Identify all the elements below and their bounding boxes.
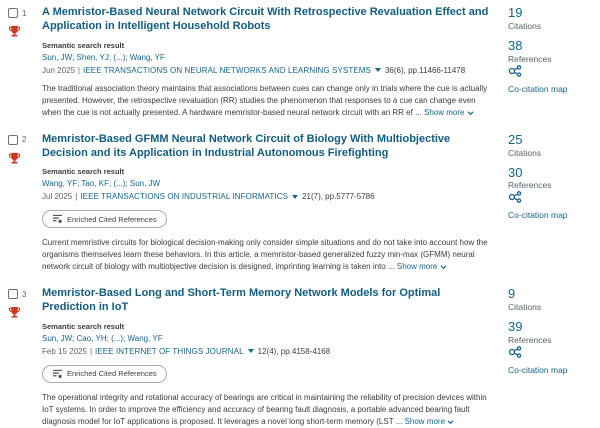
result-metrics-column (494, 286, 598, 428)
references-count-link[interactable]: 39 (508, 319, 523, 335)
cocitation-network-icon (508, 346, 598, 358)
journal-link[interactable]: IEEE INTERNET OF THINGS JOURNAL (95, 346, 244, 356)
citations-count-link[interactable]: 19 (508, 5, 523, 20)
journal-link[interactable]: IEEE TRANSACTIONS ON NEURAL NETWORKS AND LEARNING SYSTEMS (83, 65, 371, 75)
source-line (42, 66, 494, 75)
result-main-column (42, 132, 494, 274)
show-more-link[interactable]: Show more (424, 108, 474, 117)
enriched-cited-references-badge[interactable]: Enriched Cited References (42, 365, 167, 383)
chevron-down-icon (447, 420, 454, 425)
result-metrics-column (494, 132, 598, 274)
journal-dropdown-icon[interactable] (248, 349, 254, 353)
cocitation-network-icon (508, 191, 598, 203)
volume-pages: 21(7), pp.5777-5786 (302, 192, 375, 202)
result-select-column (8, 5, 42, 119)
meta-separator: | (89, 346, 93, 356)
citations-label: Citations (508, 147, 542, 158)
result-select-column (8, 132, 42, 274)
abstract-snippet: Current memristive circuits for biological decision-making only consider simple situations and do not take into account how the organisms themselves learn these behaviors. In this article, a memristor-based generalized fuzzy min-max (GFMM) neural network circuit of biology with multiobjective decision is designed, imprinting learning is taken into ... (42, 238, 488, 272)
result-title-link[interactable]: Memristor-Based GFMM Neural Network Circuit of Biology With Multiobjective Decision and its Application in Industrial Autonomous Firefighting (42, 132, 451, 159)
result-select-column (8, 286, 42, 428)
author-links[interactable]: Wang, YF; Tao, KF; (...); Sun, JW (42, 179, 161, 189)
highly-cited-trophy-icon (8, 152, 42, 165)
abstract-text (42, 83, 494, 119)
result-checkbox[interactable] (8, 135, 18, 145)
show-more-link[interactable]: Show more (405, 417, 455, 426)
result-main-column (42, 5, 494, 119)
search-result (8, 132, 598, 274)
volume-pages: 12(4), pp.4158-4168 (257, 346, 331, 356)
result-title-link[interactable]: A Memristor-Based Neural Network Circuit With Retrospective Revaluation Effect and Application in Intelligent Household Robots (42, 6, 489, 33)
volume-pages: 36(6), pp.11466-11478 (384, 65, 466, 75)
meta-separator: | (75, 192, 78, 202)
references-label: References (508, 180, 552, 191)
cocitation-map-link[interactable]: Co-citation map (508, 365, 568, 376)
highly-cited-trophy-icon (8, 306, 42, 319)
result-main-column (42, 286, 494, 428)
journal-dropdown-icon[interactable] (375, 68, 381, 72)
cocitation-map-link[interactable]: Co-citation map (508, 83, 568, 94)
result-number: 2 (22, 135, 27, 145)
cocitation-map-link[interactable]: Co-citation map (508, 210, 568, 221)
abstract-snippet: The traditional association theory maintains that associations between cues can change only in trials where the cue is actually presented. However, the retrospective revaluation (RR) studies the phenomenon that responses to a cue can change even when the cue is not actually presented. A hardware memristor-based neural network circuit with an RR ef ... (42, 83, 488, 117)
pub-date: Jun 2025 (42, 65, 75, 75)
semantic-search-tag: Semantic search result (42, 167, 125, 177)
journal-dropdown-icon[interactable] (292, 195, 298, 199)
chevron-down-icon (467, 111, 474, 116)
source-line (42, 192, 494, 201)
semantic-search-tag: Semantic search result (42, 321, 125, 331)
pub-date: Feb 15 2025 (42, 346, 87, 356)
enriched-references-icon (52, 214, 63, 224)
journal-link[interactable]: IEEE TRANSACTIONS ON INDUSTRIAL INFORMATICS (80, 192, 289, 202)
citations-label: Citations (508, 302, 542, 313)
references-count-link[interactable]: 30 (508, 164, 523, 180)
citations-count-link[interactable]: 25 (508, 131, 523, 147)
result-checkbox[interactable] (8, 8, 18, 18)
search-result (8, 5, 598, 119)
semantic-search-tag: Semantic search result (42, 40, 125, 50)
abstract-snippet: The operational integrity and rotational accuracy of bearings are critical in maintaining the reliability of precision devices within IoT systems. In order to improve the efficiency and accuracy of bearing fault diagnosis, a portable advanced bearing fault diagnosis model for IoT applications is proposed. It leverages a novel long short-term memory (LST ... (42, 392, 487, 426)
result-checkbox[interactable] (8, 289, 18, 299)
references-label: References (508, 53, 552, 64)
result-metrics-column (494, 5, 598, 119)
author-links[interactable]: Sun, JW; Cao, YH; (...); Wang, YF (42, 333, 163, 343)
citations-label: Citations (508, 20, 542, 31)
highly-cited-trophy-icon (8, 25, 42, 38)
references-count-link[interactable]: 38 (508, 37, 523, 53)
references-label: References (508, 335, 552, 346)
citations-count-link[interactable]: 9 (508, 286, 516, 302)
enriched-cited-references-badge[interactable]: Enriched Cited References (42, 210, 167, 228)
author-links[interactable]: Sun, JW; Shen, YJ; (...); Wang, YF (42, 52, 165, 62)
enriched-references-icon (52, 369, 63, 379)
abstract-text (42, 392, 494, 428)
meta-separator: | (77, 65, 80, 75)
cocitation-network-icon (508, 65, 598, 77)
result-title-link[interactable]: Memristor-Based Long and Short-Term Memory Network Models for Optimal Prediction in IoT (42, 287, 441, 314)
result-number: 3 (22, 289, 27, 299)
pub-date: Jul 2025 (42, 192, 73, 202)
abstract-text (42, 237, 494, 273)
result-number: 1 (22, 8, 27, 18)
show-more-link[interactable]: Show more (397, 262, 447, 271)
source-line (42, 347, 494, 356)
search-result (8, 286, 598, 428)
chevron-down-icon (440, 265, 447, 270)
